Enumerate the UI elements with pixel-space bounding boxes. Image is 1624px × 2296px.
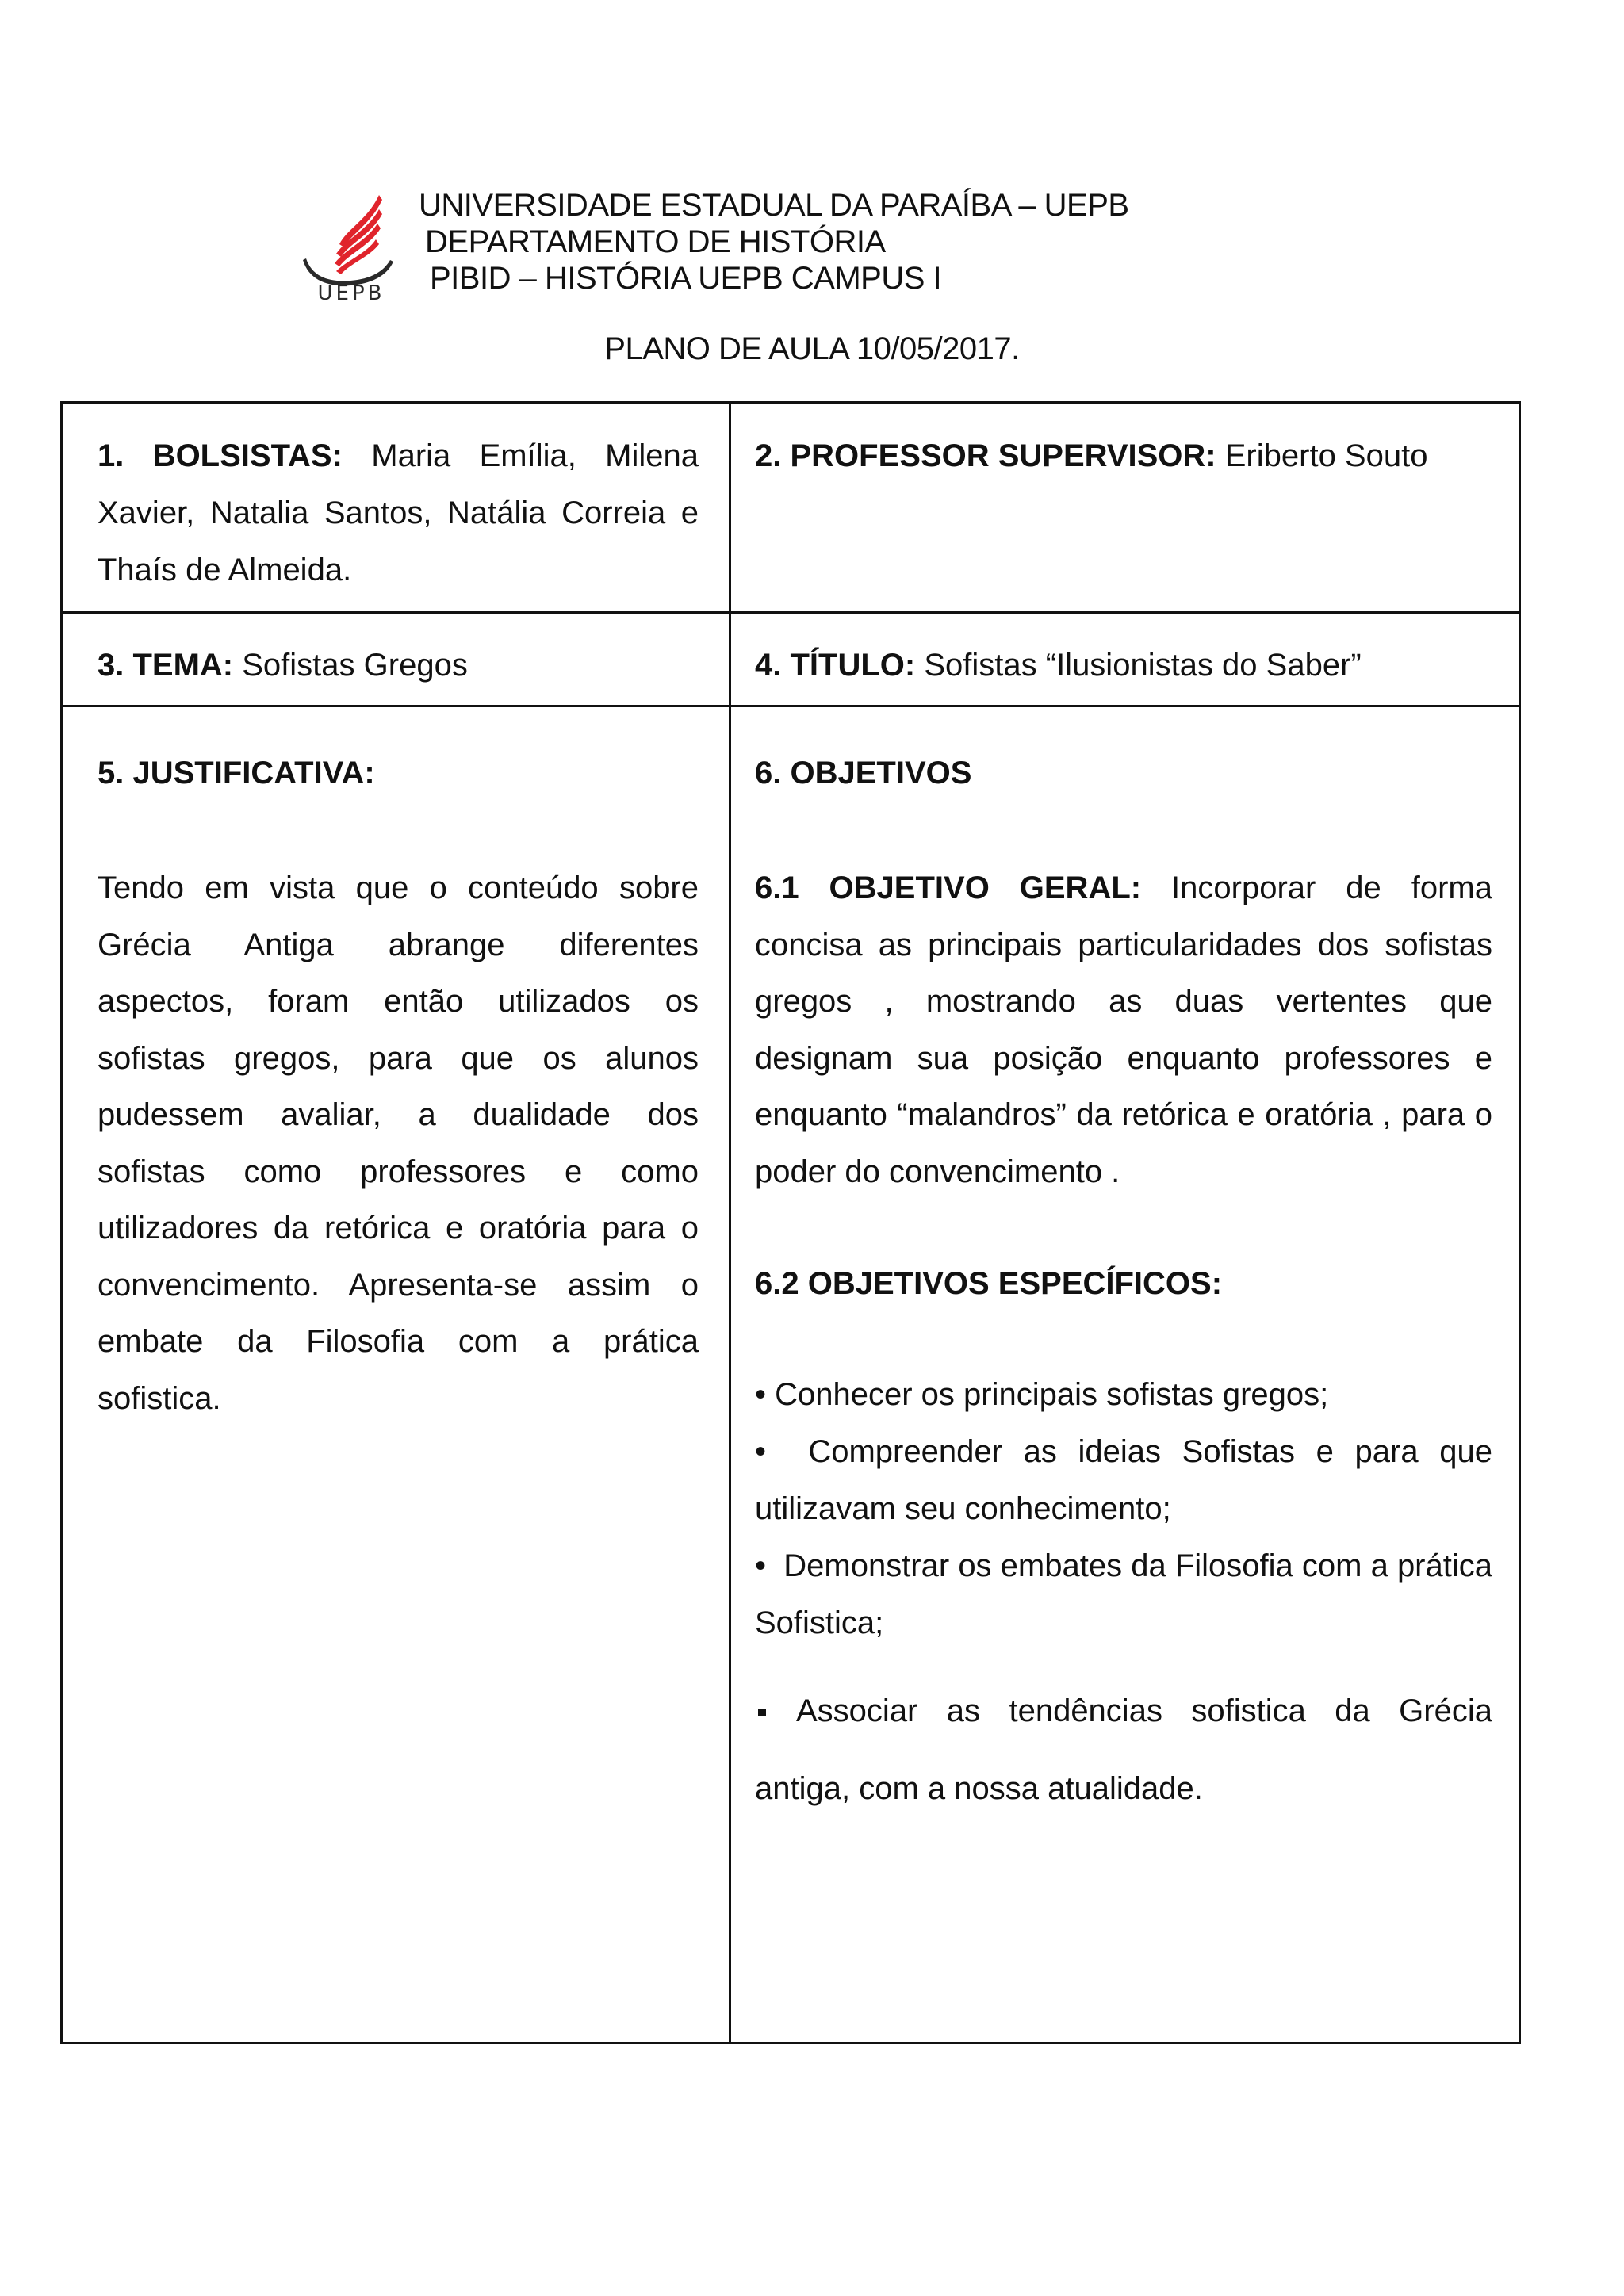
- institution-header: [419, 187, 1129, 297]
- logo-text: UEPB: [317, 281, 385, 301]
- bolsistas-cell: [98, 427, 699, 599]
- supervisor-label: 2. PROFESSOR SUPERVISOR:: [755, 438, 1216, 473]
- objetivo-geral: [755, 860, 1492, 1200]
- column-divider: [729, 404, 731, 2042]
- tema-cell: [98, 637, 699, 694]
- row-divider: [63, 611, 1519, 614]
- bullet-icon: •: [755, 1377, 776, 1412]
- list-item: • Demonstrar os embates da Filosofia com a prática Sofistica;: [755, 1548, 1492, 1640]
- list-item: Associar as tendências sofistica da Grécia antiga, com a nossa atualidade.: [755, 1693, 1492, 1806]
- objetivo-geral-text: Incorporar de forma concisa as principais particularidades dos sofistas gregos , mostrando as duas vertentes que designam sua posição enquanto professores e enquanto “malandros” da retórica e oratória , para o poder do convencimento .: [755, 871, 1492, 1189]
- justificativa-text: Tendo em vista que o conteúdo sobre Grécia Antiga abrange diferentes aspectos, foram então utilizados os sofistas gregos, para que os alunos pudessem avaliar, a dualidade dos sofistas como professores e como utilizadores da retórica e oratória para o convencimento. Apresenta-se assim o embate da Filosofia com a prática sofistica.: [98, 871, 699, 1416]
- tema-value: Sofistas Gregos: [242, 648, 468, 683]
- objetivos-especificos-label: 6.2 OBJETIVOS ESPECÍFICOS:: [755, 1266, 1223, 1301]
- titulo-label: 4. TÍTULO:: [755, 648, 916, 683]
- list-item: • Compreender as ideias Sofistas e para que utilizavam seu conhecimento;: [755, 1434, 1492, 1526]
- titulo-cell: [755, 637, 1492, 694]
- program-name: PIBID – HISTÓRIA UEPB CAMPUS I: [430, 261, 942, 296]
- bullet-icon: •: [755, 1434, 809, 1469]
- row-divider: [63, 705, 1519, 707]
- lesson-plan-title: PLANO DE AULA 10/05/2017.: [604, 331, 1020, 366]
- bolsistas-value: Maria Emília, Milena Xavier, Natalia Santos, Natália Correia e Thaís de Almeida.: [98, 438, 699, 587]
- objetivos-label: 6. OBJETIVOS: [755, 756, 972, 790]
- justificativa-label: 5. JUSTIFICATIVA:: [98, 756, 375, 790]
- list-item: • Conhecer os principais sofistas gregos;: [755, 1377, 1329, 1412]
- objetivo-geral-label: 6.1 OBJETIVO GERAL:: [755, 871, 1142, 905]
- square-bullet-icon: [758, 1709, 766, 1716]
- objetivos-heading-cell: [755, 744, 1492, 802]
- tema-label: 3. TEMA:: [98, 648, 234, 683]
- bolsistas-label: 1. BOLSISTAS:: [98, 438, 343, 473]
- titulo-value: Sofistas “Ilusionistas do Saber”: [924, 648, 1362, 683]
- bullet-icon: •: [755, 1548, 784, 1583]
- objetivos-especificos-list: [755, 1366, 1492, 1827]
- supervisor-value: Eriberto Souto: [1224, 438, 1428, 473]
- uepb-logo: [292, 189, 411, 301]
- supervisor-cell: [755, 427, 1492, 484]
- lesson-plan-table: [60, 401, 1521, 2044]
- objetivos-especificos-heading: [755, 1255, 1492, 1312]
- justificativa-heading-cell: [98, 744, 699, 802]
- uepb-logo-icon: [292, 189, 411, 301]
- department-name: DEPARTAMENTO DE HISTÓRIA: [425, 224, 886, 259]
- university-name: UNIVERSIDADE ESTADUAL DA PARAÍBA – UEPB: [419, 188, 1129, 223]
